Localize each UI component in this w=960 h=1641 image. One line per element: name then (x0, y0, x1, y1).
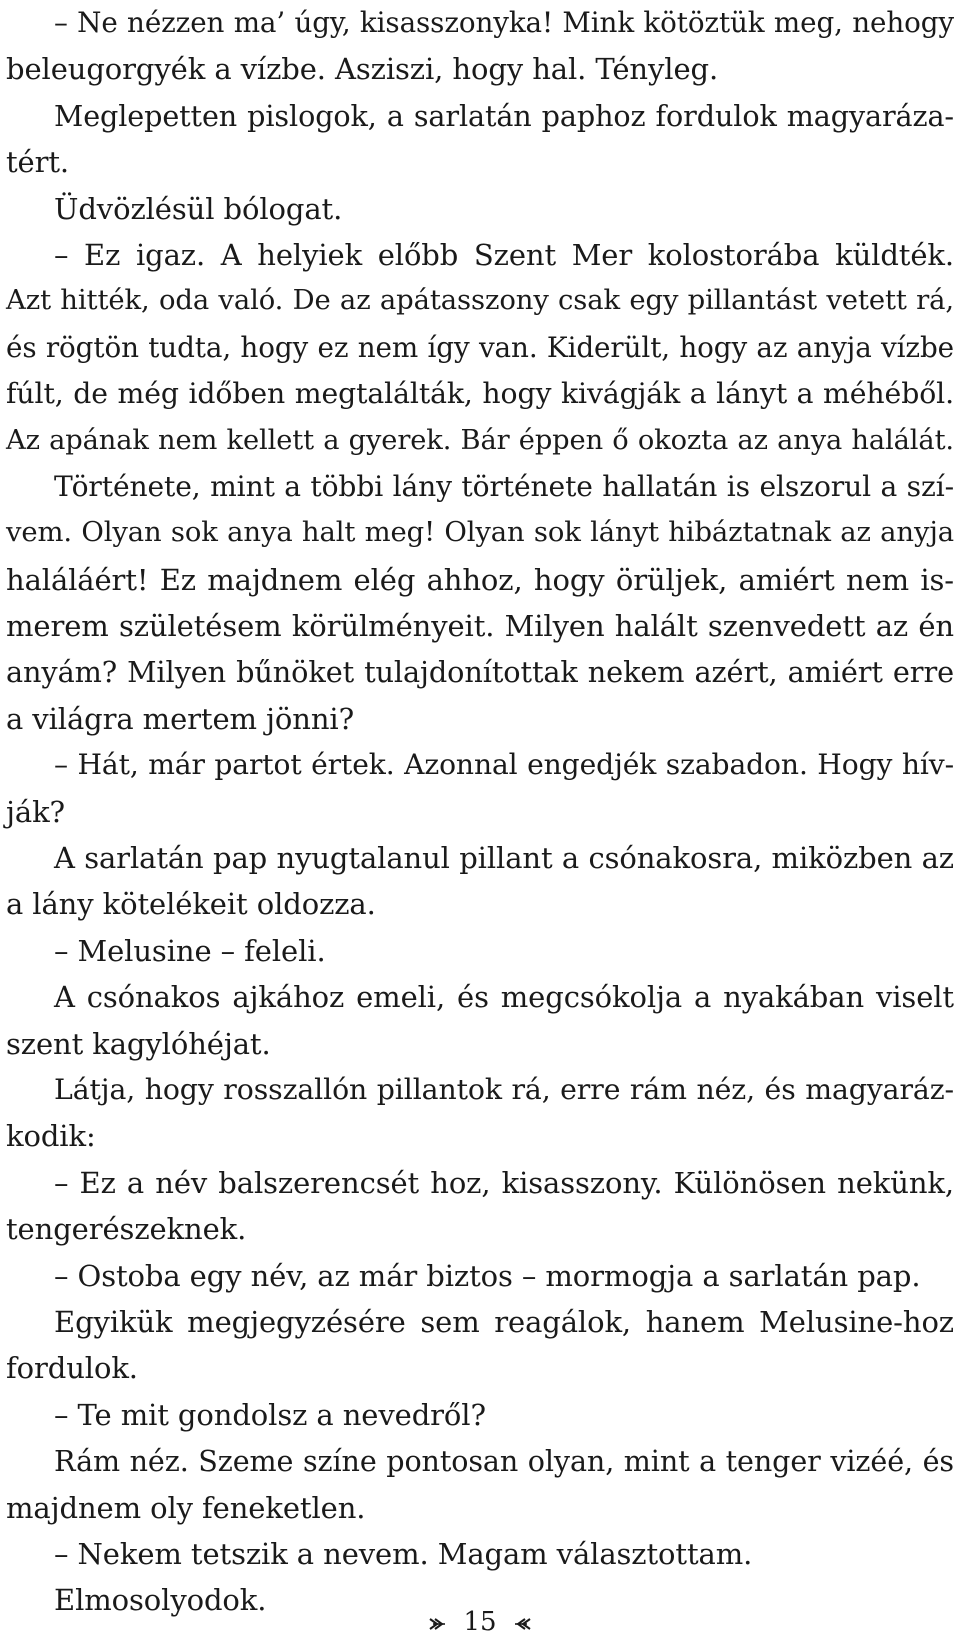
text-line: a világra mertem jönni? (6, 701, 355, 736)
text-line: fordulok. (6, 1351, 138, 1386)
text-line: majdnem oly feneketlen. (6, 1490, 366, 1525)
text-line: – Te mit gondolsz a nevedről? (54, 1397, 486, 1432)
text-line: és rögtön tudta, hogy ez nem így van. Kiderült, hogy az anyja vízbe (6, 330, 954, 364)
text-line: Elmosolyodok. (54, 1583, 267, 1618)
text-line: – Hát, már partot értek. Azonnal engedjék szabadon. Hogy hív- (54, 748, 954, 782)
text-line: Látja, hogy rosszallón pillantok rá, erre rám néz, és magyaráz- (54, 1072, 954, 1106)
text-line: szent kagylóhéjat. (6, 1026, 271, 1061)
ornament-left-icon (429, 1607, 447, 1637)
text-line: Története, mint a többi lány története hallatán is elszorul a szí- (54, 469, 954, 503)
text-line: vem. Olyan sok anya halt meg! Olyan sok lányt hibáztatnak az anyja (6, 517, 954, 549)
text-line: Rám néz. Szeme színe pontosan olyan, mint a tenger vizéé, és (54, 1444, 954, 1479)
text-line: Egyikük megjegyzésére sem reagálok, hanem Melusine-hoz (54, 1304, 954, 1339)
text-line: anyám? Milyen bűnöket tulajdonítottak nekem azért, amiért erre (6, 655, 954, 690)
text-line: tengerészeknek. (6, 1212, 247, 1247)
text-line: Azt hitték, oda való. De az apátasszony csak egy pillantást vetett rá, (6, 285, 954, 317)
text-line: beleugorgyék a vízbe. Asziszi, hogy hal. Tényleg. (6, 52, 719, 87)
text-line: merem születésem körülményeit. Milyen halált szenvedett az én (6, 609, 954, 644)
text-line: – Ez a név balszerencsét hoz, kisasszony. Különösen nekünk, (54, 1165, 954, 1200)
text-line: – Ostoba egy név, az már biztos – mormogja a sarlatán pap. (54, 1258, 921, 1293)
text-line: ják? (6, 794, 66, 829)
text-line: A csónakos ajkához emeli, és megcsókolja a nyakában viselt (54, 980, 954, 1015)
text-line: haláláért! Ez majdnem elég ahhoz, hogy örüljek, amiért nem is- (6, 562, 954, 597)
text-line: – Nekem tetszik a nevem. Magam választottam. (54, 1536, 753, 1571)
text-line: – Ne nézzen ma’ úgy, kisasszonyka! Mink kötöztük meg, nehogy (54, 6, 954, 39)
text-line: Üdvözlésül bólogat. (54, 191, 343, 226)
text-line: tért. (6, 145, 70, 180)
body-text (6, 0, 954, 1624)
page-number: 15 (463, 1607, 497, 1637)
text-line: Az apának nem kellett a gyerek. Bár éppen ő okozta az anya halálát. (6, 424, 954, 456)
page-footer (0, 1606, 960, 1637)
text-line: A sarlatán pap nyugtalanul pillant a csónakosra, miközben az (54, 841, 954, 876)
text-line: fúlt, de még időben megtalálták, hogy kivágják a lányt a méhéből. (6, 377, 954, 411)
text-line: – Melusine – feleli. (54, 933, 326, 968)
ornament-right-icon (513, 1607, 531, 1637)
text-line: Meglepetten pislogok, a sarlatán paphoz fordulok magyaráza- (54, 98, 954, 133)
text-line: kodik: (6, 1119, 96, 1154)
text-line: a lány kötelékeit oldozza. (6, 887, 376, 922)
text-line: – Ez igaz. A helyiek előbb Szent Mer kolostorába küldték. (54, 237, 954, 272)
